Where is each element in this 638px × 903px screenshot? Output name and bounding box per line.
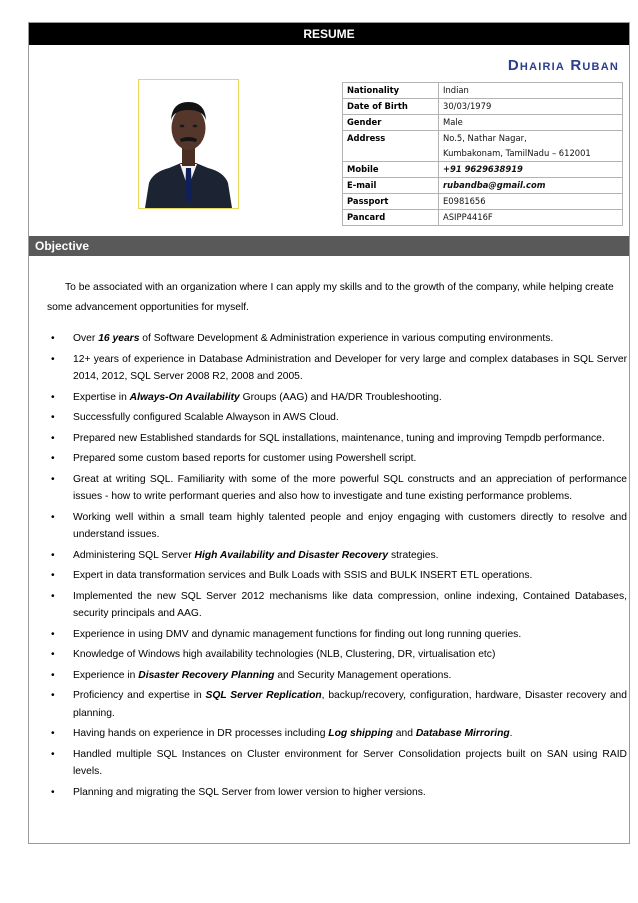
detail-label: Address: [343, 131, 439, 162]
detail-label: Date of Birth: [343, 99, 439, 115]
objective-heading: Objective: [29, 236, 629, 256]
detail-label: Passport: [343, 194, 439, 210]
bullet-text: 12+ years of experience in Database Administration and Developer for very large and complex databases in SQL Server 2014, 2012, SQL Server 2008 R2, 2008 and 2005.: [73, 353, 627, 382]
bullet-text: Having hands on experience in DR processes including: [73, 728, 329, 739]
objective-text: To be associated with an organization where I can apply my skills and to the growth of the company, while helping create some advancement opportunities for myself.: [47, 282, 614, 313]
list-item: [49, 351, 627, 386]
detail-row-nationality: [343, 83, 623, 99]
bullet-icon: •: [51, 432, 55, 444]
bullet-icon: •: [51, 649, 55, 660]
bullet-text: Experience in using DMV and dynamic management functions for finding out long running queries.: [73, 628, 522, 640]
list-item: [49, 626, 627, 644]
bullet-icon: •: [51, 786, 55, 798]
bullet-text: Administering SQL Server: [73, 549, 195, 561]
bullet-text: Knowledge of Windows high availability technologies (NLB, Clustering, DR, virtualisation etc): [73, 649, 496, 660]
bullet-icon: •: [51, 590, 55, 602]
resume-title-bar: [29, 23, 629, 45]
list-item: [49, 784, 627, 802]
list-item: [49, 746, 627, 781]
list-item: [49, 471, 627, 506]
list-item: [49, 330, 627, 348]
bullet-icon: •: [51, 391, 55, 403]
list-item: [49, 725, 627, 743]
bullet-icon: •: [51, 748, 55, 760]
bullet-text: of Software Development & Administration experience in various computing environments.: [139, 333, 554, 344]
resume-page: [28, 22, 630, 844]
experience-list: [49, 330, 627, 804]
bullet-text: Groups (AAG) and HA/DR Troubleshooting.: [239, 391, 442, 403]
bullet-icon: •: [51, 628, 55, 640]
bullet-text: Handled multiple SQL Instances on Cluster environment for Server Consolidation projects built on SAN using RAID levels.: [73, 748, 627, 777]
detail-row-dob: [343, 99, 623, 115]
bullet-text: Great at writing SQL. Familiarity with some of the more powerful SQL constructs and an appreciation of performance issues - how to write performant queries and also how to investigate and tune existing performance problems.: [73, 473, 627, 502]
bullet-text: Over: [73, 333, 99, 344]
list-item: [49, 430, 627, 448]
bullet-text: Implemented the new SQL Server 2012 mechanisms like data compression, online indexing, Contained Databases, security principals and AAG.: [73, 590, 627, 619]
detail-value: E0981656: [439, 194, 623, 210]
bullet-icon: •: [51, 353, 55, 365]
list-item: [49, 450, 627, 468]
bullet-icon: •: [51, 570, 55, 581]
list-item: [49, 667, 627, 685]
portrait-image: [139, 80, 238, 208]
list-item: [49, 389, 627, 407]
list-item: [49, 646, 627, 664]
candidate-name: Dhairia Ruban: [507, 57, 619, 74]
bullet-text: , backup/recovery, configuration, hardware, Disaster recovery and planning.: [73, 690, 627, 719]
detail-row-gender: [343, 115, 623, 131]
bullet-text: Prepared new Established standards for SQL installations, maintenance, tuning and improving Tempdb performance.: [73, 432, 605, 444]
detail-value: 30/03/1979: [439, 99, 623, 115]
bullet-text: Expert in data transformation services and Bulk Loads with SSIS and BULK INSERT ETL operations.: [73, 570, 533, 581]
emphasis-text: Always-On Availability: [129, 391, 240, 403]
detail-value: Male: [439, 115, 623, 131]
list-item: [49, 588, 627, 623]
emphasis-text: SQL Server Replication: [205, 690, 322, 701]
emphasis-text: Disaster Recovery Planning: [138, 669, 275, 681]
profile-photo: [138, 79, 239, 209]
bullet-text: Working well within a small team highly talented people and enjoy engaging with customers directly to resolve and understand issues.: [73, 511, 627, 540]
list-item: [49, 687, 627, 722]
detail-value: +91 9629638919: [439, 162, 623, 178]
emphasis-text: Database Mirroring: [415, 728, 510, 739]
detail-label: Gender: [343, 115, 439, 131]
detail-value: Indian: [439, 83, 623, 99]
bullet-text: Successfully configured Scalable Alwayson in AWS Cloud.: [73, 412, 339, 423]
bullet-text: Planning and migrating the SQL Server from lower version to higher versions.: [73, 786, 426, 798]
detail-row-email: [343, 178, 623, 194]
detail-label: Pancard: [343, 210, 439, 226]
bullet-text: Prepared some custom based reports for customer using Powershell script.: [73, 453, 417, 464]
list-item: [49, 509, 627, 544]
bullet-text: strategies.: [388, 549, 439, 561]
detail-row-passport: [343, 194, 623, 210]
emphasis-text: Log shipping: [328, 728, 393, 739]
bullet-text: Expertise in: [73, 391, 130, 403]
detail-value: ASIPP4416F: [439, 210, 623, 226]
detail-label: E-mail: [343, 178, 439, 194]
detail-row-mobile: [343, 162, 623, 178]
detail-value: [439, 131, 623, 162]
bullet-icon: •: [51, 669, 55, 681]
bullet-text: and: [392, 728, 416, 739]
resume-title: RESUME: [303, 27, 355, 41]
detail-row-address: [343, 131, 623, 162]
bullet-text: Proficiency and expertise in: [73, 690, 206, 701]
emphasis-text: High Availability and Disaster Recovery: [194, 549, 389, 561]
bullet-icon: •: [51, 511, 55, 523]
address-line-2: Kumbakonam, TamilNadu – 612001: [443, 148, 591, 158]
bullet-icon: •: [51, 412, 55, 423]
detail-row-pancard: [343, 210, 623, 226]
bullet-icon: •: [51, 549, 55, 561]
bullet-icon: •: [51, 453, 55, 464]
personal-details-table: [342, 82, 623, 226]
emphasis-text: 16 years: [98, 333, 140, 344]
detail-label: Mobile: [343, 162, 439, 178]
bullet-text: and Security Management operations.: [274, 669, 452, 681]
detail-value: rubandba@gmail.com: [439, 178, 623, 194]
bullet-icon: •: [51, 333, 55, 344]
list-item: [49, 547, 627, 565]
detail-label: Nationality: [343, 83, 439, 99]
list-item: [49, 567, 627, 585]
bullet-icon: •: [51, 690, 55, 701]
bullet-text: .: [509, 728, 513, 739]
bullet-icon: •: [51, 473, 55, 485]
bullet-text: Experience in: [73, 669, 139, 681]
bullet-icon: •: [51, 728, 55, 739]
address-line-1: No.5, Nathar Nagar,: [443, 133, 527, 143]
list-item: [49, 409, 627, 427]
